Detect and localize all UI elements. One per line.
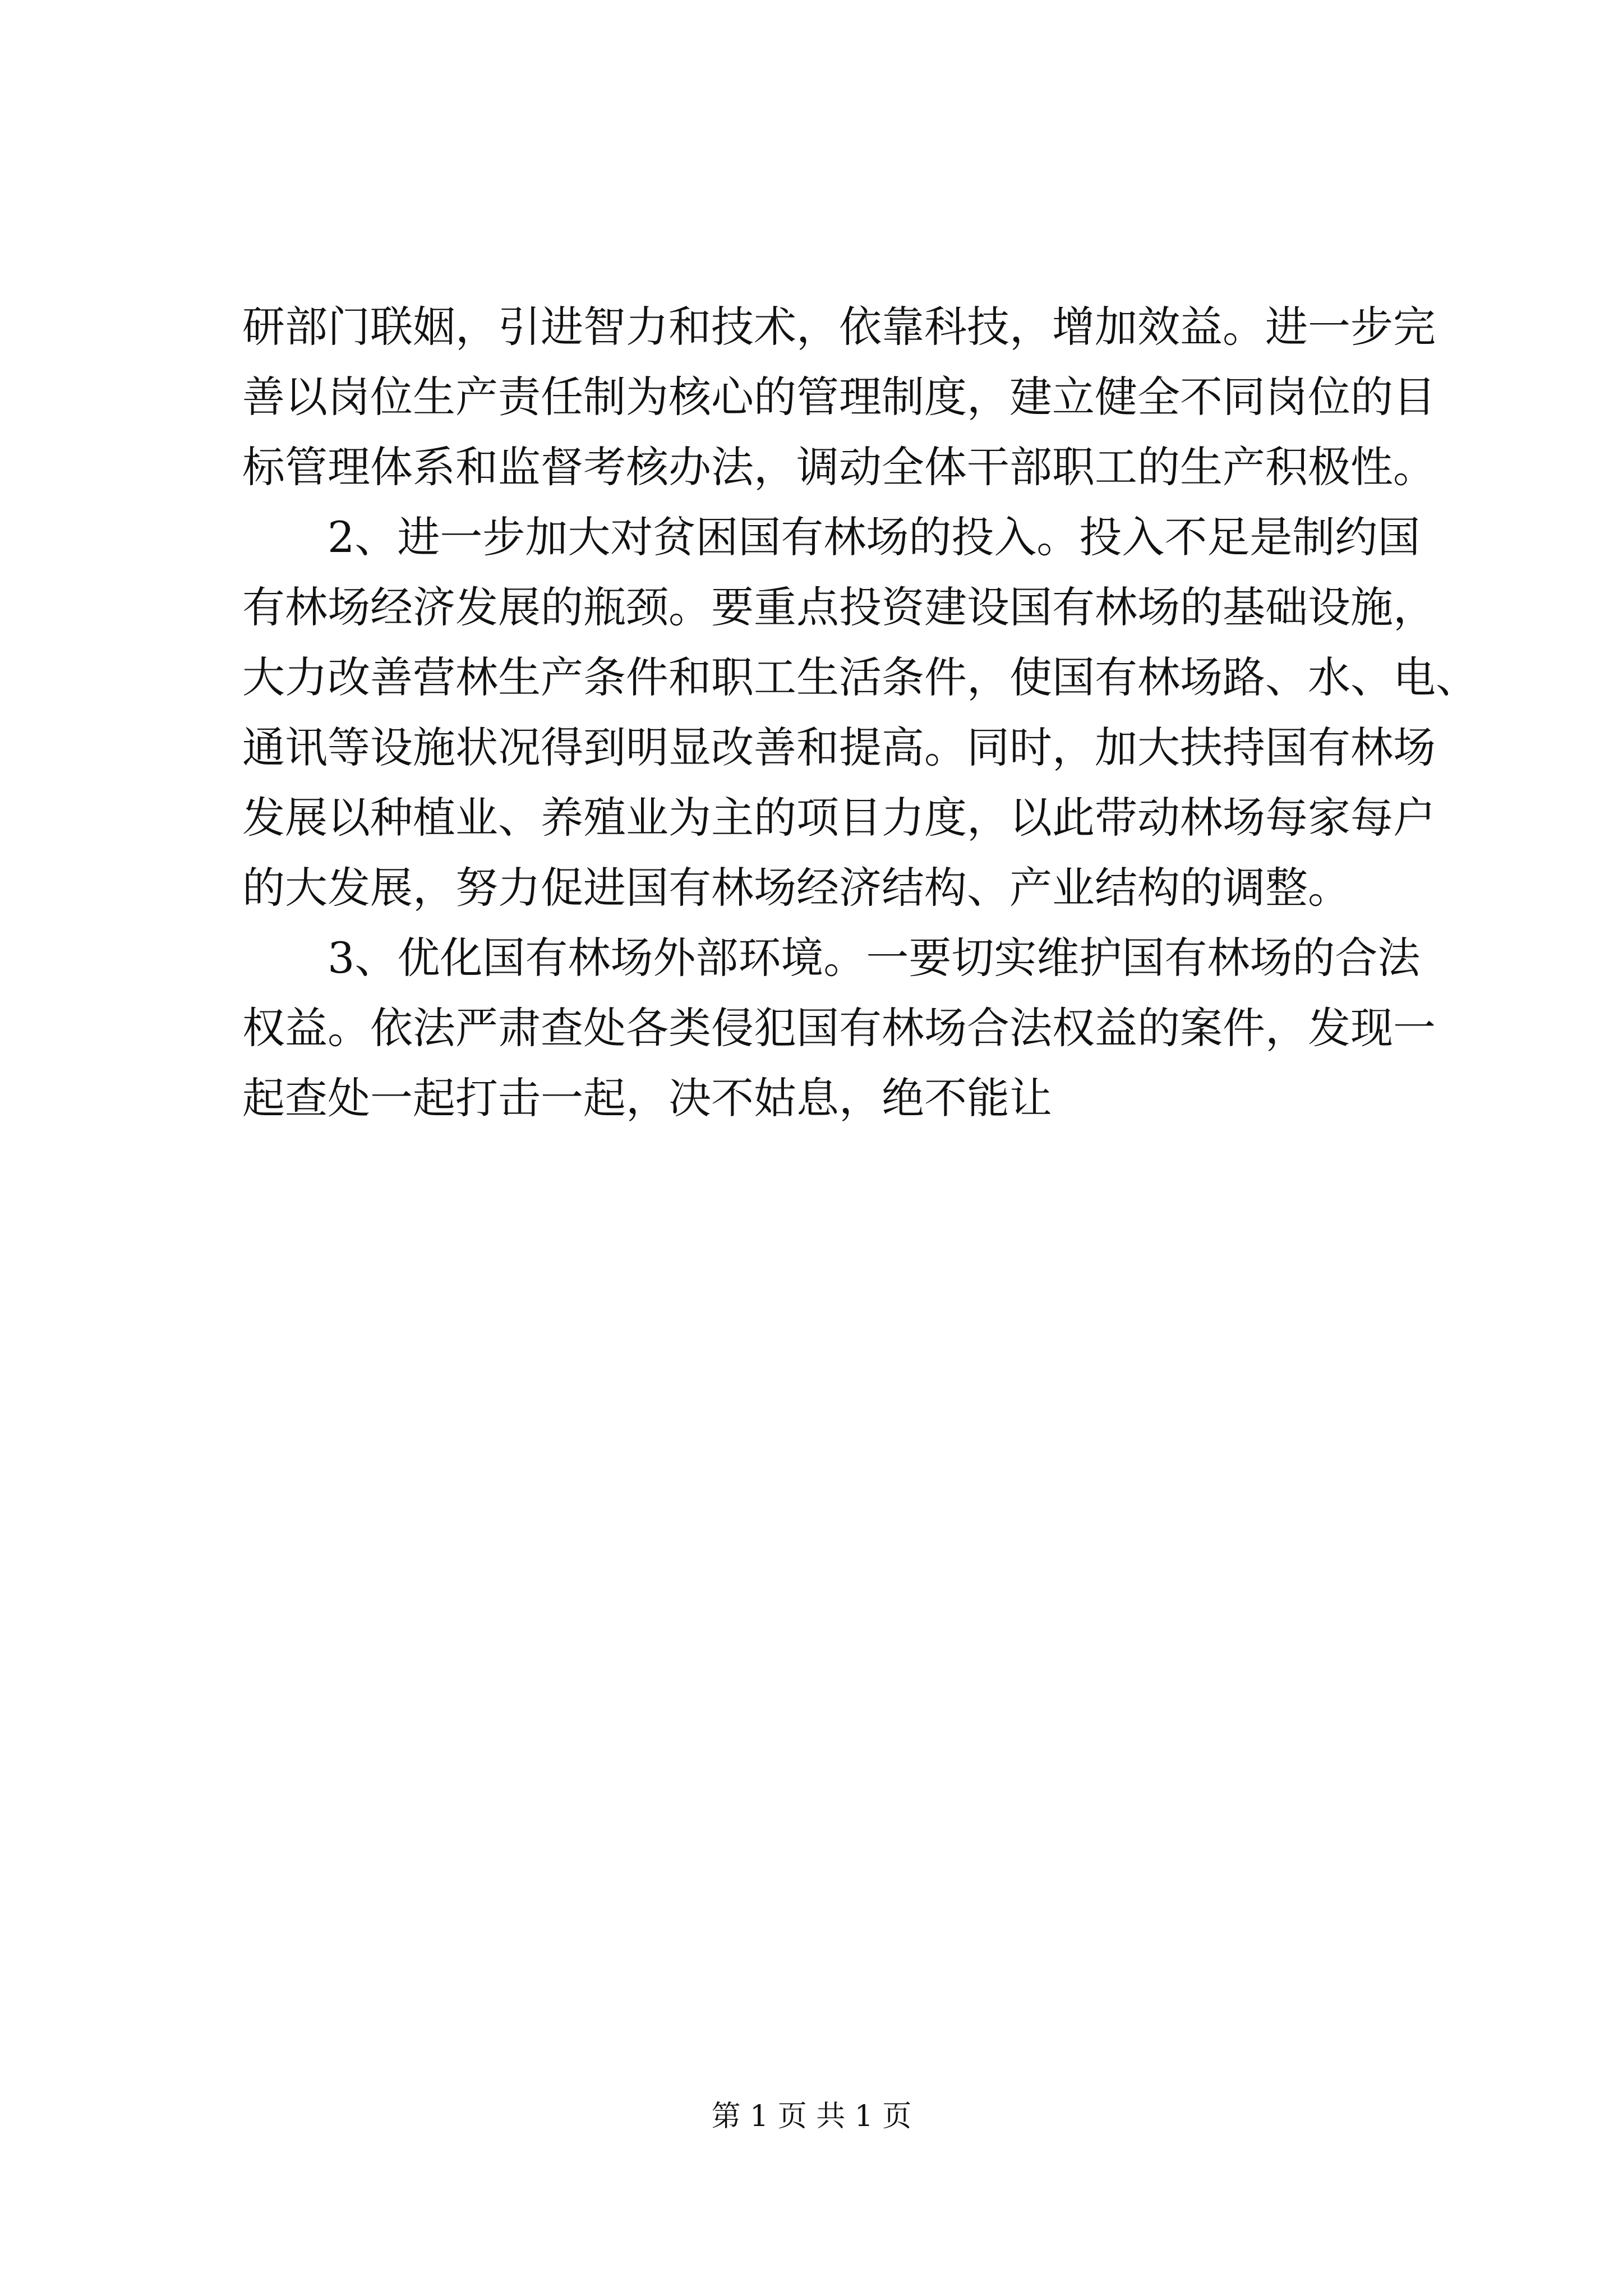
text-line: 发展以种植业、养殖业为主的项目力度，以此带动林场每家每户 xyxy=(242,793,1436,843)
paragraph-2 xyxy=(242,502,1478,923)
paragraph-1 xyxy=(242,292,1436,502)
text-line: 标管理体系和监督考核办法，调动全体干部职工的生产积极性。 xyxy=(242,442,1436,492)
text-line: 大力改善营林生产条件和职工生活条件，使国有林场路、水、电、 xyxy=(242,652,1478,702)
text-line: 3、优化国有林场外部环境。一要切实维护国有林场的合法 xyxy=(328,933,1421,983)
text-line: 研部门联姻，引进智力和技术，依靠科技，增加效益。进一步完 xyxy=(242,302,1436,352)
text-line: 的大发展，努力促进国有林场经济结构、产业结构的调整。 xyxy=(242,863,1350,913)
paragraph-3 xyxy=(242,923,1436,1133)
page-footer xyxy=(0,2097,1623,2136)
text-line: 起查处一起打击一起，决不姑息，绝不能让 xyxy=(242,1073,1052,1123)
page-number-label: 第 1 页 共 1 页 xyxy=(711,2100,912,2133)
text-line: 通讯等设施状况得到明显改善和提高。同时，加大扶持国有林场 xyxy=(242,723,1436,772)
text-line: 2、进一步加大对贫困国有林场的投入。投入不足是制约国 xyxy=(328,512,1421,562)
document-body xyxy=(242,292,1478,1133)
text-line: 善以岗位生产责任制为核心的管理制度，建立健全不同岗位的目 xyxy=(242,372,1436,422)
text-line: 权益。依法严肃查处各类侵犯国有林场合法权益的案件，发现一 xyxy=(242,1003,1436,1053)
text-line: 有林场经济发展的瓶颈。要重点投资建设国有林场的基础设施， xyxy=(242,582,1436,632)
